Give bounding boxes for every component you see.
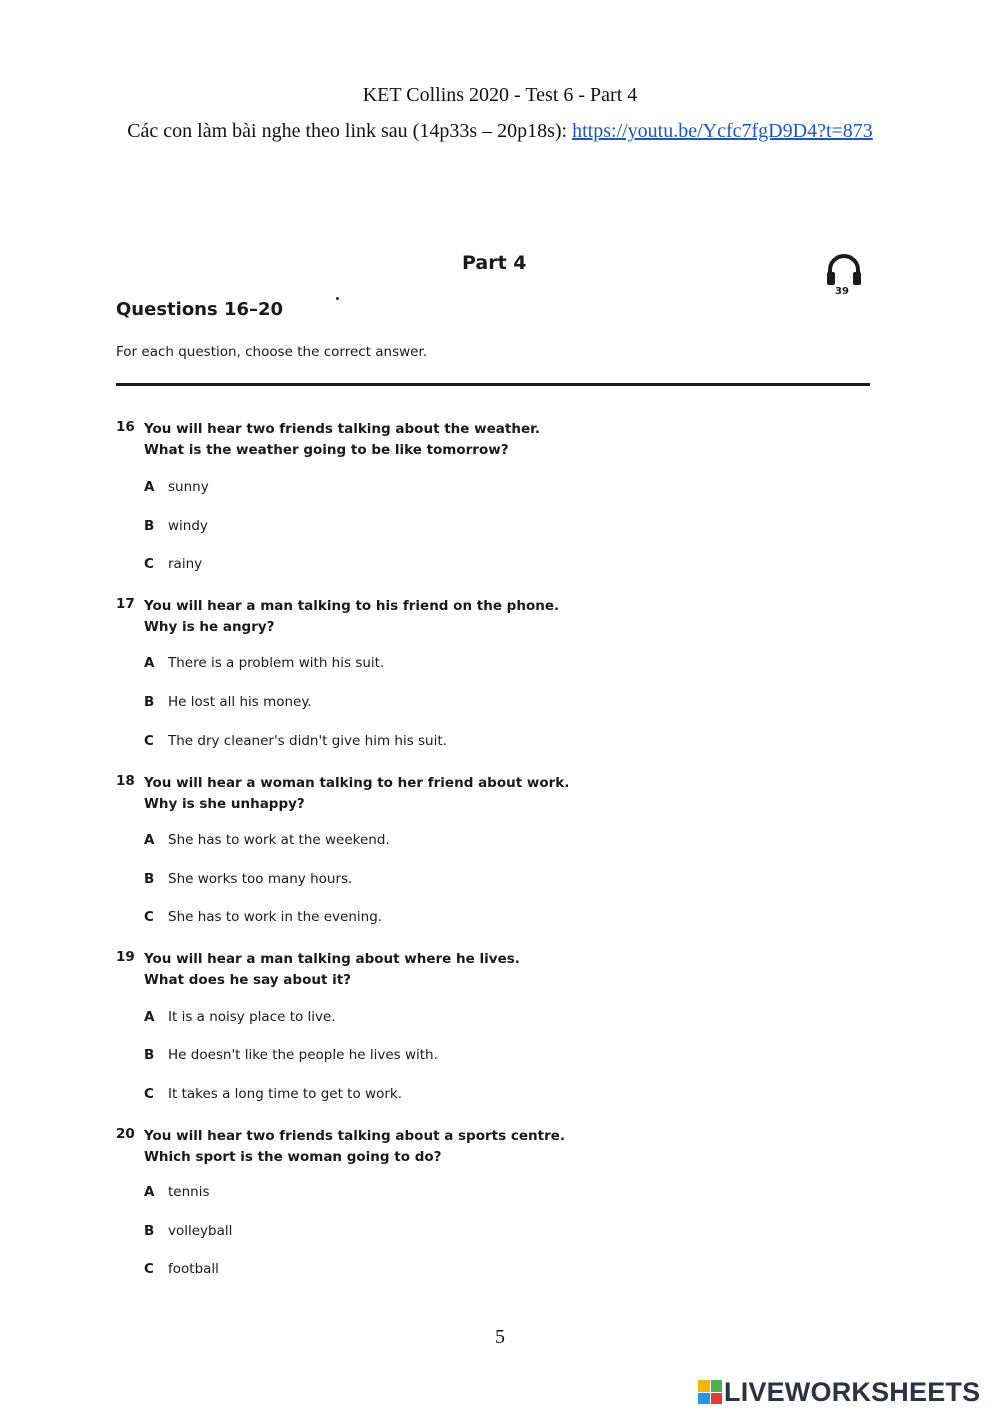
liveworksheets-watermark <box>698 1378 980 1406</box>
option-letter: B <box>144 1047 155 1063</box>
question-number: 17 <box>116 596 135 612</box>
logo-square <box>698 1380 710 1392</box>
question-stem <box>144 596 559 638</box>
section-instruction: For each question, choose the correct answer. <box>116 344 428 360</box>
track-number: 39 <box>835 286 849 297</box>
part-title: Part 4 <box>462 252 527 274</box>
liveworksheets-logo-icon <box>698 1380 722 1404</box>
watermark-text: LIVEWORKSHEETS <box>724 1376 981 1407</box>
option-letter: A <box>144 655 155 671</box>
option-letter: A <box>144 832 155 848</box>
question-number: 19 <box>116 949 135 965</box>
option-text: She works too many hours. <box>168 871 353 887</box>
option-c[interactable] <box>144 1086 402 1102</box>
option-text: There is a problem with his suit. <box>168 655 385 671</box>
option-text: football <box>168 1261 219 1277</box>
option-b[interactable] <box>144 1047 438 1063</box>
youtube-link[interactable]: https://youtu.be/Ycfc7fgD9D4?t=873 <box>572 120 873 142</box>
question-line: Why is she unhappy? <box>144 796 305 812</box>
option-a[interactable] <box>144 1009 336 1025</box>
option-letter: C <box>144 556 154 572</box>
question-stem <box>144 1126 565 1168</box>
question-line: You will hear a man talking to his friend on the phone. <box>144 598 560 614</box>
question-line: You will hear a man talking about where he lives. <box>144 951 520 967</box>
option-b[interactable] <box>144 694 312 710</box>
option-letter: B <box>144 518 155 534</box>
option-text: tennis <box>168 1184 210 1200</box>
instruction-text: Các con làm bài nghe theo link sau (14p33s – 20p18s): <box>127 120 573 142</box>
page-number: 5 <box>495 1326 505 1348</box>
option-letter: A <box>144 1009 155 1025</box>
listening-instruction <box>0 120 1000 143</box>
option-text: She has to work at the weekend. <box>168 832 390 848</box>
option-text: sunny <box>168 479 209 495</box>
option-c[interactable] <box>144 1261 219 1277</box>
option-letter: C <box>144 733 154 749</box>
question-stem <box>144 773 569 815</box>
option-letter: C <box>144 1086 154 1102</box>
question-stem <box>144 419 540 461</box>
option-letter: A <box>144 479 155 495</box>
question-line: Why is he angry? <box>144 619 275 635</box>
question-number: 16 <box>116 419 135 435</box>
option-c[interactable] <box>144 909 382 925</box>
option-text: It is a noisy place to live. <box>168 1009 336 1025</box>
option-b[interactable] <box>144 518 208 534</box>
option-a[interactable] <box>144 832 390 848</box>
logo-square <box>711 1393 723 1405</box>
question-number: 20 <box>116 1126 135 1142</box>
option-text: rainy <box>168 556 203 572</box>
question-line: You will hear two friends talking about the weather. <box>144 421 540 437</box>
option-a[interactable] <box>144 655 384 671</box>
option-b[interactable] <box>144 1223 232 1239</box>
option-text: She has to work in the evening. <box>168 909 383 925</box>
option-letter: A <box>144 1184 155 1200</box>
question-line: You will hear two friends talking about a sports centre. <box>144 1128 566 1144</box>
option-text: It takes a long time to get to work. <box>168 1086 402 1102</box>
question-line: What does he say about it? <box>144 972 352 988</box>
option-letter: B <box>144 871 155 887</box>
question-line: You will hear a woman talking to her friend about work. <box>144 775 570 791</box>
question-line: What is the weather going to be like tomorrow? <box>144 442 509 458</box>
option-text: windy <box>168 518 208 534</box>
scan-speck <box>336 297 339 300</box>
option-text: volleyball <box>168 1223 233 1239</box>
option-letter: C <box>144 909 154 925</box>
option-c[interactable] <box>144 556 202 572</box>
question-number: 18 <box>116 773 135 789</box>
option-a[interactable] <box>144 479 209 495</box>
divider <box>116 383 870 386</box>
question-stem <box>144 949 520 991</box>
option-a[interactable] <box>144 1184 210 1200</box>
option-b[interactable] <box>144 871 352 887</box>
headphones-icon <box>822 250 866 302</box>
option-text: The dry cleaner's didn't give him his suit. <box>168 733 447 749</box>
option-letter: C <box>144 1261 154 1277</box>
option-letter: B <box>144 694 155 710</box>
option-letter: B <box>144 1223 155 1239</box>
logo-square <box>698 1393 710 1405</box>
option-text: He lost all his money. <box>168 694 312 710</box>
question-line: Which sport is the woman going to do? <box>144 1149 442 1165</box>
document-title: KET Collins 2020 - Test 6 - Part 4 <box>362 84 638 106</box>
option-c[interactable] <box>144 733 447 749</box>
option-text: He doesn't like the people he lives with. <box>168 1047 438 1063</box>
questions-heading: Questions 16–20 <box>116 299 284 320</box>
logo-square <box>711 1380 723 1392</box>
